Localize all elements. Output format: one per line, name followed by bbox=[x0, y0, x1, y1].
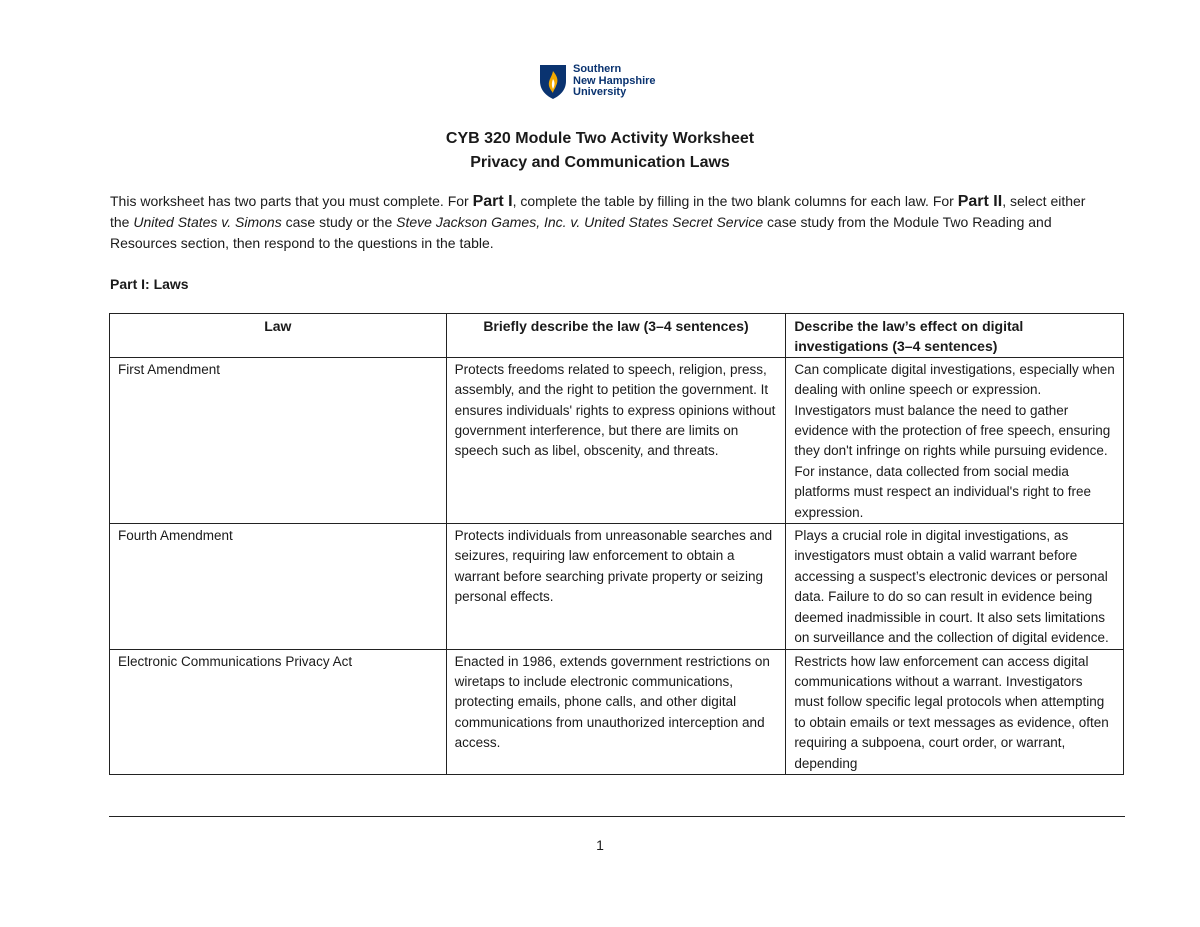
intro-text-5: case study from the Module Two Reading and Resources section, then respond to the questions in the table. bbox=[110, 214, 1052, 251]
intro-text-2: , complete the table by filling in the two blank columns for each law. For bbox=[512, 193, 958, 209]
law-cell: First Amendment bbox=[110, 357, 447, 523]
describe-cell: Protects individuals from unreasonable searches and seizures, requiring law enforcement to obtain a warrant before searching private property or seizing personal effects. bbox=[446, 524, 786, 649]
header-describe: Briefly describe the law (3–4 sentences) bbox=[446, 314, 786, 358]
case-study-simons: United States v. Simons bbox=[133, 214, 282, 230]
page-number: 1 bbox=[596, 837, 604, 853]
part-one-label: Part I bbox=[472, 193, 513, 210]
describe-cell: Protects freedoms related to speech, religion, press, assembly, and the right to petition the government. It ensures individuals' rights to express opinions without government interference, but there are limits on speech such as libel, obscenity, and threats. bbox=[446, 357, 786, 523]
header-effect: Describe the law’s effect on digital investigations (3–4 sentences) bbox=[786, 314, 1124, 358]
logo-line-3: University bbox=[573, 86, 627, 98]
intro-paragraph bbox=[110, 191, 1095, 254]
section-heading: Part I: Laws bbox=[110, 276, 189, 292]
title-line-1: CYB 320 Module Two Activity Worksheet bbox=[445, 130, 755, 147]
page-break-line bbox=[109, 816, 1125, 817]
laws-table bbox=[109, 313, 1124, 775]
case-study-steve-jackson: Steve Jackson Games, Inc. v. United States Secret Service bbox=[396, 214, 764, 230]
table-row bbox=[110, 524, 1124, 649]
law-cell: Fourth Amendment bbox=[110, 524, 447, 649]
effect-cell: Plays a crucial role in digital investigations, as investigators must obtain a valid warrant before accessing a suspect’s electronic devices or personal data. Failure to do so can result in evidence being deemed inadmissible in court. It also sets limitations on surveillance and the collection of digital evidence. bbox=[786, 524, 1124, 649]
describe-cell: Enacted in 1986, extends government restrictions on wiretaps to include electronic communications, protecting emails, phone calls, and other digital communications from unauthorized interception and access. bbox=[446, 649, 786, 774]
page-break-mask bbox=[100, 818, 1140, 838]
law-cell: Electronic Communications Privacy Act bbox=[110, 649, 447, 774]
page-title bbox=[0, 127, 1200, 175]
intro-text-1: This worksheet has two parts that you must complete. For bbox=[110, 193, 473, 209]
table-header-row bbox=[110, 314, 1124, 358]
effect-cell: Restricts how law enforcement can access digital communications without a warrant. Investigators must follow specific legal protocols when attempting to obtain emails or text messages as evidence, often requiring a subpoena, court order, or warrant, depending bbox=[786, 649, 1124, 774]
logo-line-2: New Hampshire bbox=[573, 74, 656, 87]
university-name bbox=[573, 64, 656, 99]
logo-line-1: Southern bbox=[573, 63, 622, 75]
intro-text-3: , select either the bbox=[110, 193, 1086, 230]
title-line-2: Privacy and Communication Laws bbox=[470, 154, 730, 171]
table-row bbox=[110, 357, 1124, 523]
header-law: Law bbox=[110, 314, 447, 358]
snhu-logo bbox=[539, 64, 656, 100]
effect-cell: Can complicate digital investigations, especially when dealing with online speech or expression. Investigators must balance the need to gather evidence with the protection of free speech, ensuring they don't infringe on rights while pursuing evidence. For instance, data collected from social media platforms must respect an individual's right to free expression. bbox=[786, 357, 1124, 523]
table-row bbox=[110, 649, 1124, 774]
shield-flame-icon bbox=[539, 64, 567, 100]
intro-text-4: case study or the bbox=[281, 214, 397, 230]
part-two-label: Part II bbox=[957, 193, 1003, 210]
